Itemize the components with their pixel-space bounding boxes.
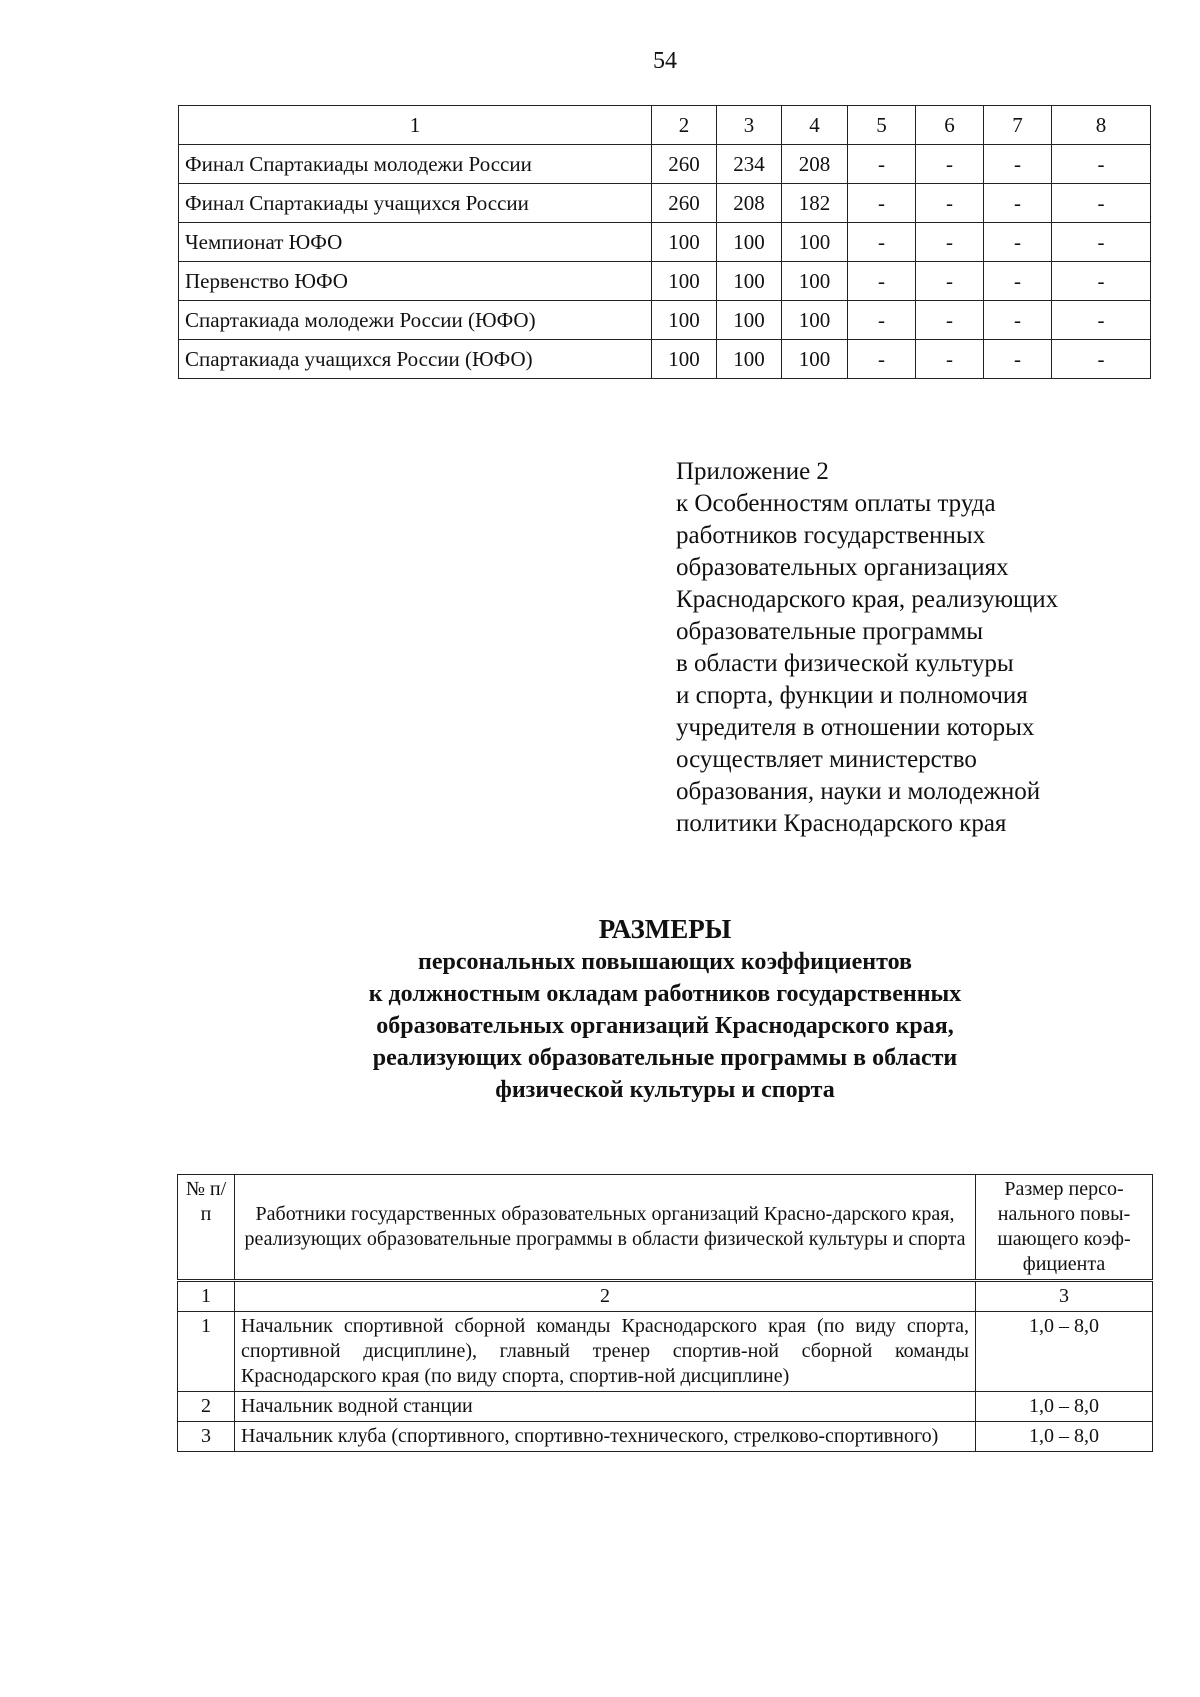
table-cell: - <box>984 184 1052 223</box>
appendix-line: работников государственных <box>676 522 986 549</box>
table-row <box>179 340 1151 379</box>
table-row <box>179 262 1151 301</box>
title-line: реализующих образовательные программы в области <box>372 1045 958 1071</box>
header-cell: 8 <box>1052 106 1151 145</box>
table-cell: - <box>984 301 1052 340</box>
results-table <box>178 105 1151 379</box>
table-cell: 208 <box>782 145 848 184</box>
appendix-line: образовательные программы <box>676 618 984 645</box>
table-cell: 100 <box>782 301 848 340</box>
table-cell: - <box>984 223 1052 262</box>
table-cell: 260 <box>652 184 717 223</box>
table-cell: - <box>1052 145 1151 184</box>
header-cell: 7 <box>984 106 1052 145</box>
table-cell: 234 <box>717 145 782 184</box>
column-index-row <box>178 1281 1153 1312</box>
appendix-line: Краснодарского края, реализующих <box>676 586 1059 613</box>
table-cell: 100 <box>652 223 717 262</box>
competition-name: Первенство ЮФО <box>179 262 652 301</box>
coefficient-range: 1,0 – 8,0 <box>976 1392 1153 1422</box>
index-cell: 1 <box>178 1281 235 1312</box>
title-line: образовательных организаций Краснодарского края, <box>376 1013 954 1039</box>
coefficient-range: 1,0 – 8,0 <box>976 1422 1153 1452</box>
table-cell: 100 <box>717 340 782 379</box>
row-number: 1 <box>178 1312 235 1392</box>
header-cell: 5 <box>848 106 916 145</box>
index-cell: 2 <box>235 1281 976 1312</box>
header-cell: 4 <box>782 106 848 145</box>
table-cell: 260 <box>652 145 717 184</box>
title-line: к должностным окладам работников государственных <box>368 981 962 1007</box>
competition-name: Финал Спартакиады молодежи России <box>179 145 652 184</box>
table-cell: - <box>848 184 916 223</box>
table-row <box>179 145 1151 184</box>
header-cell-role: Работники государственных образовательных организаций Красно-дарского края, реализующих образовательные программы в области физической культуры и спорта <box>235 1175 976 1281</box>
table-cell: - <box>1052 340 1151 379</box>
table-cell: - <box>848 262 916 301</box>
header-cell-num: № п/п <box>178 1175 235 1281</box>
table-cell: - <box>916 184 984 223</box>
table-cell: 100 <box>652 340 717 379</box>
appendix-line: Приложение 2 <box>676 458 829 485</box>
appendix-line: политики Краснодарского края <box>676 810 1007 837</box>
role-name: Начальник водной станции <box>235 1392 976 1422</box>
appendix-line: образования, науки и молодежной <box>676 778 1041 805</box>
coefficient-range: 1,0 – 8,0 <box>976 1312 1153 1392</box>
table-cell: 100 <box>782 223 848 262</box>
header-cell: 3 <box>717 106 782 145</box>
title-line: физической культуры и спорта <box>495 1077 835 1103</box>
table-cell: 100 <box>782 340 848 379</box>
table-cell: 182 <box>782 184 848 223</box>
table-cell: 208 <box>717 184 782 223</box>
table-cell: - <box>916 301 984 340</box>
competition-name: Финал Спартакиады учащихся России <box>179 184 652 223</box>
table-cell: - <box>1052 301 1151 340</box>
title-line: персональных повышающих коэффициентов <box>418 949 912 975</box>
appendix-line: образовательных организациях <box>676 554 1009 581</box>
table-header-row <box>179 106 1151 145</box>
document-title <box>0 912 1200 1106</box>
competition-name: Чемпионат ЮФО <box>179 223 652 262</box>
table-cell: - <box>916 223 984 262</box>
role-name: Начальник спортивной сборной команды Краснодарского края (по виду спорта, спортивной дисциплине), главный тренер спортив-ной сборной команды Краснодарского края (по виду спорта, спортив-ной дисциплине) <box>235 1312 976 1392</box>
table-cell: - <box>916 340 984 379</box>
table-cell: - <box>984 262 1052 301</box>
table-cell: 100 <box>717 262 782 301</box>
table-cell: - <box>984 340 1052 379</box>
coefficient-table <box>177 1174 1153 1452</box>
table-cell: - <box>848 301 916 340</box>
table-cell: - <box>848 223 916 262</box>
competition-name: Спартакиада молодежи России (ЮФО) <box>179 301 652 340</box>
role-name: Начальник клуба (спортивного, спортивно-технического, стрелково-спортивного) <box>235 1422 976 1452</box>
table-cell: 100 <box>717 223 782 262</box>
table-cell: - <box>916 262 984 301</box>
appendix-heading <box>676 456 1146 840</box>
table-cell: 100 <box>782 262 848 301</box>
table-cell: 100 <box>652 262 717 301</box>
table-row <box>178 1312 1153 1392</box>
table-cell: - <box>848 340 916 379</box>
table-cell: - <box>1052 184 1151 223</box>
table-row <box>179 223 1151 262</box>
header-cell: 2 <box>652 106 717 145</box>
table-row <box>178 1392 1153 1422</box>
title-main: РАЗМЕРЫ <box>598 914 732 944</box>
page-number: 54 <box>653 48 677 74</box>
appendix-line: осуществляет министерство <box>676 746 977 773</box>
header-cell: 1 <box>179 106 652 145</box>
table-cell: - <box>848 145 916 184</box>
table-cell: - <box>916 145 984 184</box>
appendix-line: учредителя в отношении которых <box>676 714 1035 741</box>
table-cell: - <box>984 145 1052 184</box>
table-cell: 100 <box>652 301 717 340</box>
appendix-line: и спорта, функции и полномочия <box>676 682 1028 709</box>
table-header-row <box>178 1175 1153 1281</box>
row-number: 2 <box>178 1392 235 1422</box>
table-row <box>178 1422 1153 1452</box>
index-cell: 3 <box>976 1281 1153 1312</box>
appendix-line: к Особенностям оплаты труда <box>676 490 996 517</box>
table-cell: 100 <box>717 301 782 340</box>
table-row <box>179 184 1151 223</box>
competition-name: Спартакиада учащихся России (ЮФО) <box>179 340 652 379</box>
header-cell-coef: Размер персо-нального повы-шающего коэф-фициента <box>976 1175 1153 1281</box>
table-row <box>179 301 1151 340</box>
header-cell: 6 <box>916 106 984 145</box>
appendix-line: в области физической культуры <box>676 650 1014 677</box>
table-cell: - <box>1052 262 1151 301</box>
table-cell: - <box>1052 223 1151 262</box>
row-number: 3 <box>178 1422 235 1452</box>
